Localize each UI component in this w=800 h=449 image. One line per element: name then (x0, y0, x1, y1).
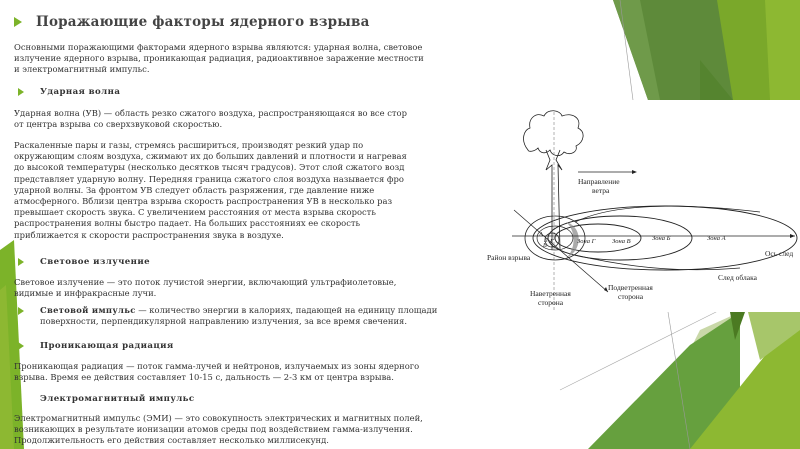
heading-light-radiation (18, 257, 150, 267)
zone-g-small-label: Г (550, 239, 554, 245)
text-line: Проникающая радиация — поток гамма-лучей и нейтронов, излучаемых из зоны ядерного (14, 361, 420, 371)
zone-b-label: Зона Б (652, 235, 671, 242)
zone-a-small-label: А (539, 231, 543, 238)
bullet-triangle-icon (18, 258, 24, 266)
bullet-triangle-icon (18, 342, 24, 350)
text-line: атмосферного. Вблизи центра взрыва скорость распространения УВ в несколько раз (14, 196, 393, 207)
axis-label: Ось след (765, 249, 794, 258)
heading-emp (18, 394, 195, 404)
text-line: превышает скорость звука. С увеличением расстояния от места взрыва скорость (14, 207, 376, 218)
windward-label-line-2: сторона (538, 298, 564, 307)
zone-b-small-label: Б (544, 238, 548, 244)
top-right-light-lime-shape (765, 0, 800, 100)
text-line: Электромагнитный импульс (ЭМИ) — это совокупность электрических и магнитных полей, (14, 413, 423, 423)
zone-g-label: Зона Г (577, 238, 596, 245)
light-impulse-text (40, 305, 437, 327)
leeward-label-line-2: сторона (618, 292, 644, 301)
text-line: приближается к скорости распространения звука в воздухе. (14, 229, 284, 240)
text-line: представляет ударную волну. Передняя граница сжатого слоя воздуха называется фро (14, 173, 404, 184)
term-bold: Световой импульс (40, 305, 136, 315)
text-line: Ударная волна (УВ) — область резко сжатого воздуха, распространяющаяся во все стор (14, 108, 407, 118)
penetrating-radiation-definition (14, 361, 419, 383)
text-line: поверхности, перпендикулярной направлению излучения, за все время свечения. (40, 316, 407, 327)
text-line: от центра взрыва со сверхзвуковой скоростью. (14, 119, 223, 130)
intro-line-1: Основными поражающими факторами ядерного взрыва являются: ударная волна, световое (14, 42, 423, 52)
intro-line-3: и электромагнитный импульс. (14, 64, 150, 75)
cloud-trace-label: След облака (718, 273, 757, 282)
text-line: распространения волны быстро падает. На больших расстояниях ее скорость (14, 218, 361, 229)
zone-v-label: Зона В (612, 238, 631, 245)
heading-label: Ударная волна (40, 87, 121, 97)
text-line: Световое излучение — это поток лучистой энергии, включающий ультрафиолетовые, (14, 277, 397, 287)
heading-shock-wave (18, 87, 120, 97)
bullet-triangle-icon (18, 307, 24, 315)
zone-a-label: Зона А (707, 235, 726, 242)
text-line: Раскаленные пары и газы, стремясь расшириться, производят резкий удар по (14, 140, 364, 150)
zone-v-small-label: В (543, 243, 547, 249)
text-line: взрыва. Время ее действия составляет 10-15 с, дальность — 2-3 км от центра взрыва. (14, 372, 394, 383)
text-line: ударной волны. За фронтом УВ следует область разряжения, где давление ниже (14, 184, 375, 195)
heading-penetrating-radiation (18, 341, 174, 351)
text-line: окружающим слоям воздуха, сжимают их до больших давлений и плотности и нагревая (14, 151, 407, 162)
heading-label: Проникающая радиация (40, 341, 174, 351)
radioactive-trace-diagram (428, 95, 800, 315)
explosion-area-label: Район взрыва (487, 253, 531, 262)
light-radiation-definition (14, 277, 396, 299)
windward-label-line-1: Наветренная (530, 289, 571, 298)
bullet-triangle-icon (18, 88, 24, 96)
heading-label: Световое излучение (40, 257, 151, 267)
slide-title: Поражающие факторы ядерного взрыва (36, 14, 370, 30)
shock-wave-definition (14, 108, 407, 130)
leeward-label-line-1: Подветренная (608, 283, 653, 292)
emp-definition (14, 413, 423, 447)
wind-label-line-1: Направление (578, 177, 620, 186)
light-impulse-bullet (18, 305, 437, 327)
text-line: до высокой температуры (несколько десятков тысяч градусов). Этот слой сжатого возд (14, 162, 405, 173)
heading-label: Электромагнитный импульс (40, 394, 195, 404)
text-line: видимые и инфракрасные лучи. (14, 288, 157, 299)
wind-label-line-2: ветра (592, 186, 610, 195)
text-line: — количество энергии в калориях, падающей на единицу площади (135, 305, 438, 315)
intro-line-2: излучение ядерного взрыва, проникающая радиация, радиоактивное заражение местности (14, 53, 424, 64)
shock-wave-description (14, 140, 407, 241)
text-line: возникающих в результате ионизации атомов среды под воздействием гамма-излучения. (14, 424, 413, 435)
text-line: Продолжительность его действия составляет несколько миллисекунд. (14, 435, 329, 446)
intro-paragraph (14, 42, 424, 76)
